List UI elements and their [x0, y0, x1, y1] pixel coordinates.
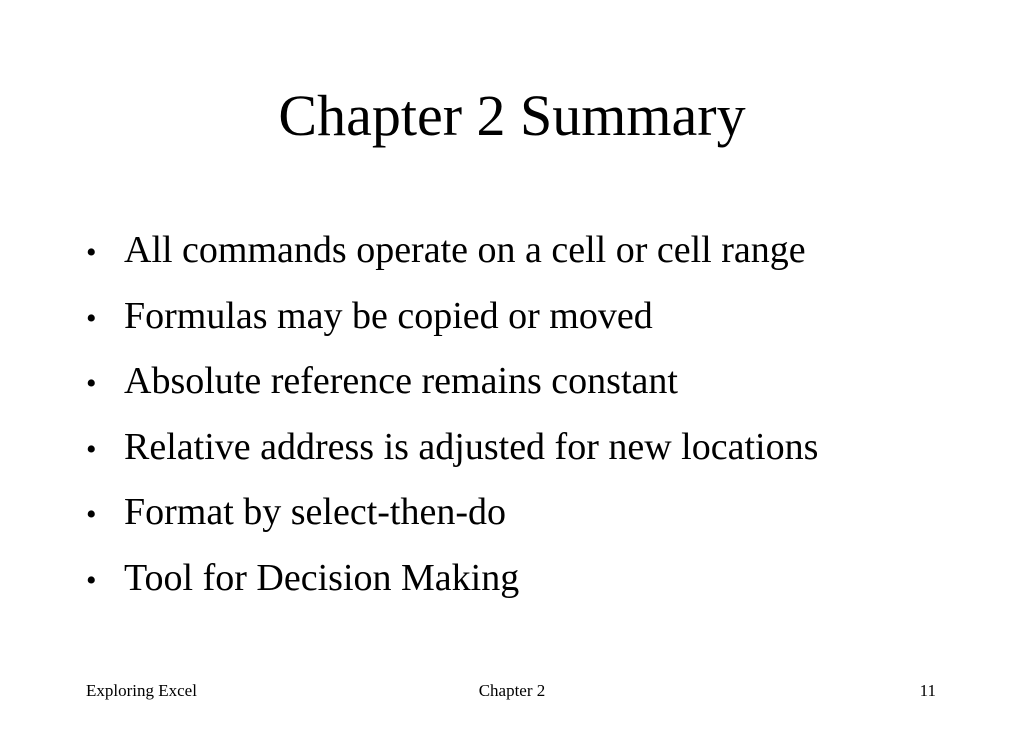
bullet-icon: •	[86, 236, 97, 269]
bullet-icon: •	[86, 498, 97, 531]
bullet-text: Relative address is adjusted for new locations	[124, 425, 819, 468]
bullet-list	[86, 219, 818, 612]
slide-number: 11	[919, 681, 936, 700]
bullet-text: All commands operate on a cell or cell range	[124, 229, 806, 271]
bullet-text: Tool for Decision Making	[124, 556, 520, 599]
bullet-item	[86, 219, 818, 285]
bullet-item	[86, 481, 818, 547]
bullet-icon: •	[86, 301, 97, 335]
bullet-item	[86, 350, 818, 416]
bullet-item	[86, 285, 818, 351]
bullet-icon: •	[86, 432, 97, 466]
bullet-item	[86, 416, 818, 482]
bullet-text: Formulas may be copied or moved	[124, 294, 653, 337]
bullet-item	[86, 547, 818, 613]
footer-left-text: Exploring Excel	[86, 681, 197, 700]
slide-title: Chapter 2 Summary	[278, 83, 746, 148]
bullet-icon: •	[86, 563, 97, 597]
bullet-text: Format by select-then-do	[124, 491, 507, 533]
bullet-icon: •	[86, 367, 97, 400]
bullet-text: Absolute reference remains constant	[124, 360, 678, 402]
footer-center-text: Chapter 2	[478, 681, 546, 700]
